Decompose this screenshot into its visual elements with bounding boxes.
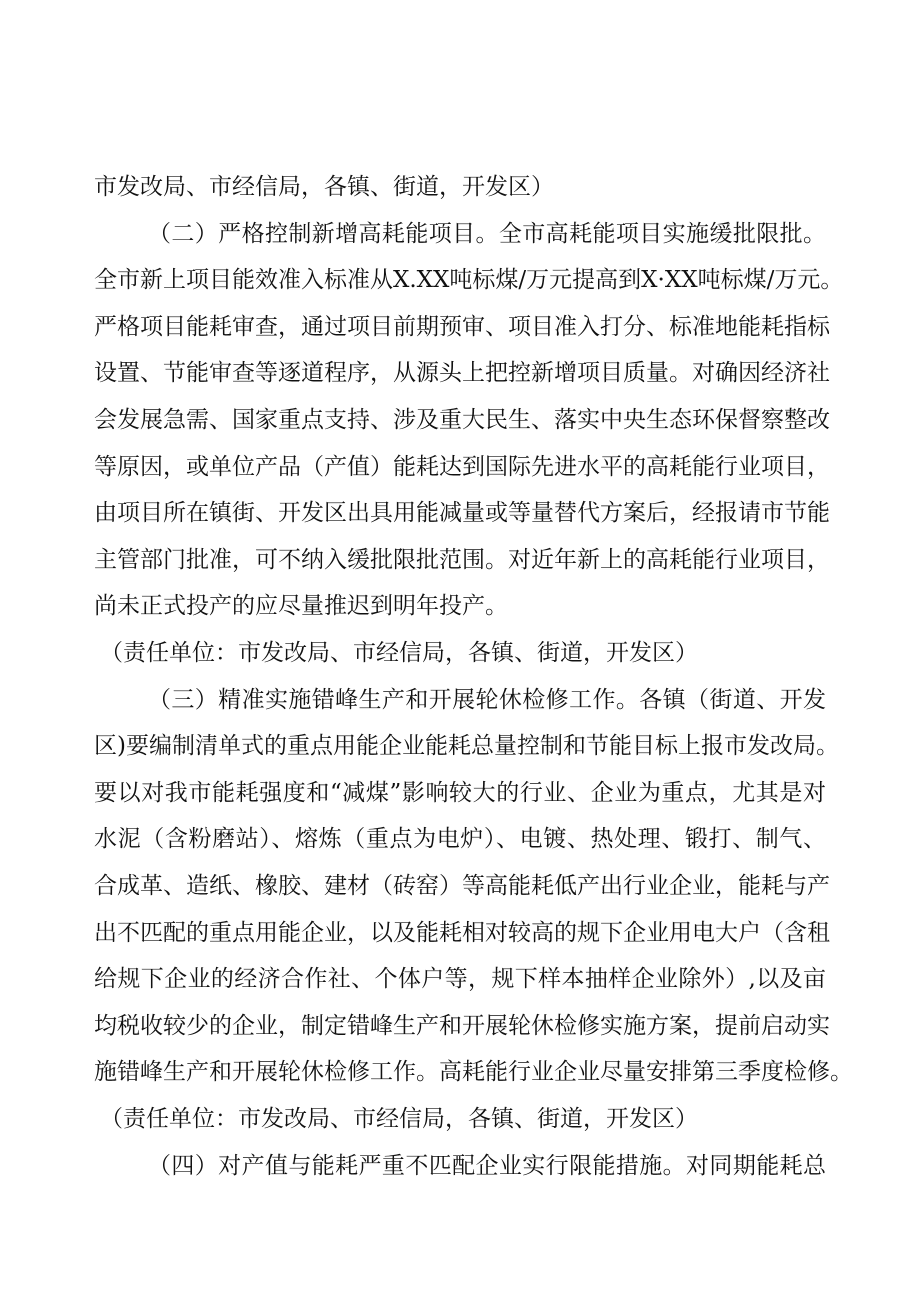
text-line: 由项目所在镇街、开发区出具用能减量或等量替代方案后，经报请市节能 (94, 500, 830, 526)
text-line: 水泥（含粉磨站）、熔炼（重点为电炉）、电镀、热处理、锻打、制气、 (94, 826, 826, 852)
section-heading-3: （三）精准实施错峰生产和开展轮休检修工作。各镇（街道、开发 (148, 687, 826, 713)
text-line: 等原因，或单位产品（产值）能耗达到国际先进水平的高耗能行业项目， (94, 454, 830, 480)
text-line: 给规下企业的经济合作社、个体户等，规下样本抽样企业除外）,以及亩 (94, 966, 826, 992)
text-line: 区)要编制清单式的重点用能企业能耗总量控制和节能目标上报市发改局。 (94, 733, 839, 759)
text-line: 施错峰生产和开展轮休检修工作。高耗能行业企业尽量安排第三季度检修。 (94, 1059, 853, 1085)
text-line: 设置、节能审查等逐道程序，从源头上把控新增项目质量。对确因经济社 (94, 360, 830, 386)
text-line: 会发展急需、国家重点支持、涉及重大民生、落实中央生态环保督察整改 (94, 407, 830, 433)
responsibility-line: （责任单位：市发改局、市经信局，各镇、街道，开发区） (100, 1106, 698, 1132)
text-line: 出不匹配的重点用能企业，以及能耗相对较高的规下企业用电大户（含租 (94, 920, 830, 946)
text-line: 均税收较少的企业，制定错峰生产和开展轮休检修实施方案，提前启动实 (94, 1013, 830, 1039)
section-heading-4: （四）对产值与能耗严重不匹配企业实行限能措施。对同期能耗总 (148, 1153, 826, 1179)
text-line: 严格项目能耗审查，通过项目前期预审、项目准入打分、标准地能耗指标 (94, 314, 830, 340)
text-line: 合成革、造纸、橡胶、建材（砖窑）等高能耗低产出行业企业，能耗与产 (94, 873, 830, 899)
text-line: 全市新上项目能效准入标准从X.XX吨标煤/万元提高到X·XX吨标煤/万元。 (94, 267, 844, 293)
responsibility-line: （责任单位：市发改局、市经信局，各镇、街道，开发区） (100, 640, 698, 666)
text-line: 主管部门批准，可不纳入缓批限批范围。对近年新上的高耗能行业项目， (94, 547, 830, 573)
section-heading-2: （二）严格控制新增高耗能项目。全市高耗能项目实施缓批限批。 (148, 221, 826, 247)
text-line: 要以对我市能耗强度和“减煤”影响较大的行业、企业为重点，尤其是对 (94, 780, 826, 806)
text-line-responsibility-tail: 市发改局、市经信局，各镇、街道，开发区） (94, 174, 554, 200)
text-line: 尚未正式投产的应尽量推迟到明年投产。 (94, 593, 508, 619)
